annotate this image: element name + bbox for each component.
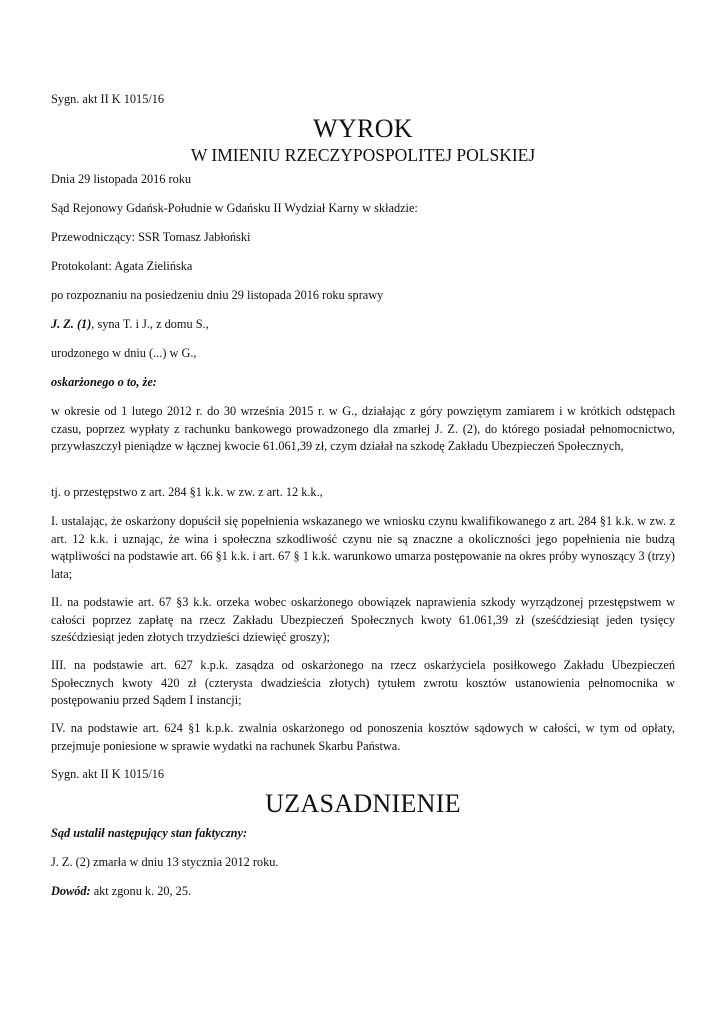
verdict-title: WYROK xyxy=(313,114,413,143)
fact-1: J. Z. (2) zmarła w dniu 13 stycznia 2012 roku. xyxy=(51,855,279,869)
evidence-label: Dowód: xyxy=(51,884,91,898)
facts-heading: Sąd ustalił następujący stan faktyczny: xyxy=(51,826,248,840)
accused-heading: oskarżonego o to, że: xyxy=(51,375,157,389)
hearing-info: po rozpoznaniu na posiedzeniu dniu 29 listopada 2016 roku sprawy xyxy=(51,288,384,302)
verdict-date: Dnia 29 listopada 2016 roku xyxy=(51,172,192,186)
case-signature-top: Sygn. akt II K 1015/16 xyxy=(51,92,165,106)
charge-qualification: tj. o przestępstwo z art. 284 §1 k.k. w zw. z art. 12 k.k., xyxy=(51,485,323,499)
charge-description: w okresie od 1 lutego 2012 r. do 30 września 2015 r. w G., działając z góry powziętym zamiarem i w krótkich odstępach czasu, poprzez wypłaty z rachunku bankowego prowadzonego dla zmarłej J. Z. (2), do którego posiadał pełnomocnictwo, przywłaszczył pieniądze w łącznej kwocie 61.061,39 zł, czym działał na szkodę Zakładu Ubezpieczeń Społecznych, xyxy=(51,404,675,453)
verdict-point-1: I. ustalając, że oskarżony dopuścił się popełnienia wskazanego we wniosku czynu kwalifikowanego z art. 284 §1 k.k. w zw. z art. 12 k.k. i uznając, że wina i społeczna szkodliwość czynu nie są znaczne a okoliczności jego popełnienia nie budzą wątpliwości na podstawie art. 66 §1 k.k. i art. 67 § 1 k.k. warunkowo umarza postępowanie na okres próby wynoszący 3 (trzy) lata; xyxy=(51,514,675,581)
case-signature-justification: Sygn. akt II K 1015/16 xyxy=(51,767,165,781)
defendant-birth: urodzonego w dniu (...) w G., xyxy=(51,346,197,360)
evidence-text: akt zgonu k. 20, 25. xyxy=(90,884,192,898)
verdict-subtitle: W IMIENIU RZECZYPOSPOLITEJ POLSKIEJ xyxy=(190,145,536,165)
verdict-point-3: III. na podstawie art. 627 k.p.k. zasądza od oskarżonego na rzecz oskarżyciela posiłkowego Zakładu Ubezpieczeń Społecznych kwoty 420 zł (czterysta dwadzieścia złotych) tytułem zwrotu kosztów ustanowienia pełnomocnika w postępowaniu przed Sądem I instancji; xyxy=(51,658,675,707)
justification-title: UZASADNIENIE xyxy=(265,789,461,818)
presiding-judge: Przewodniczący: SSR Tomasz Jabłoński xyxy=(51,230,251,244)
court-clerk: Protokolant: Agata Zielińska xyxy=(51,259,193,273)
defendant-details: , syna T. i J., z domu S., xyxy=(91,317,209,331)
defendant-line xyxy=(51,316,675,334)
defendant-name: J. Z. (1) xyxy=(51,317,92,331)
verdict-point-4: IV. na podstawie art. 624 §1 k.p.k. zwalnia oskarżonego od ponoszenia kosztów sądowych w całości, w tym od opłaty, przejmuje poniesione w sprawie wydatki na rachunek Skarbu Państwa. xyxy=(51,721,675,753)
court-composition: Sąd Rejonowy Gdańsk-Południe w Gdańsku II Wydział Karny w składzie: xyxy=(51,201,418,215)
verdict-point-2: II. na podstawie art. 67 §3 k.k. orzeka wobec oskarżonego obowiązek naprawienia szkody wyrządzonej przestępstwem w całości poprzez zapłatę na rzecz Zakładu Ubezpieczeń Społecznych kwoty 61.061,39 zł (sześćdziesiąt jeden tysięcy sześćdziesiąt jeden złotych trzydzieści dziewięć groszy); xyxy=(51,595,675,644)
evidence-line xyxy=(51,883,675,901)
